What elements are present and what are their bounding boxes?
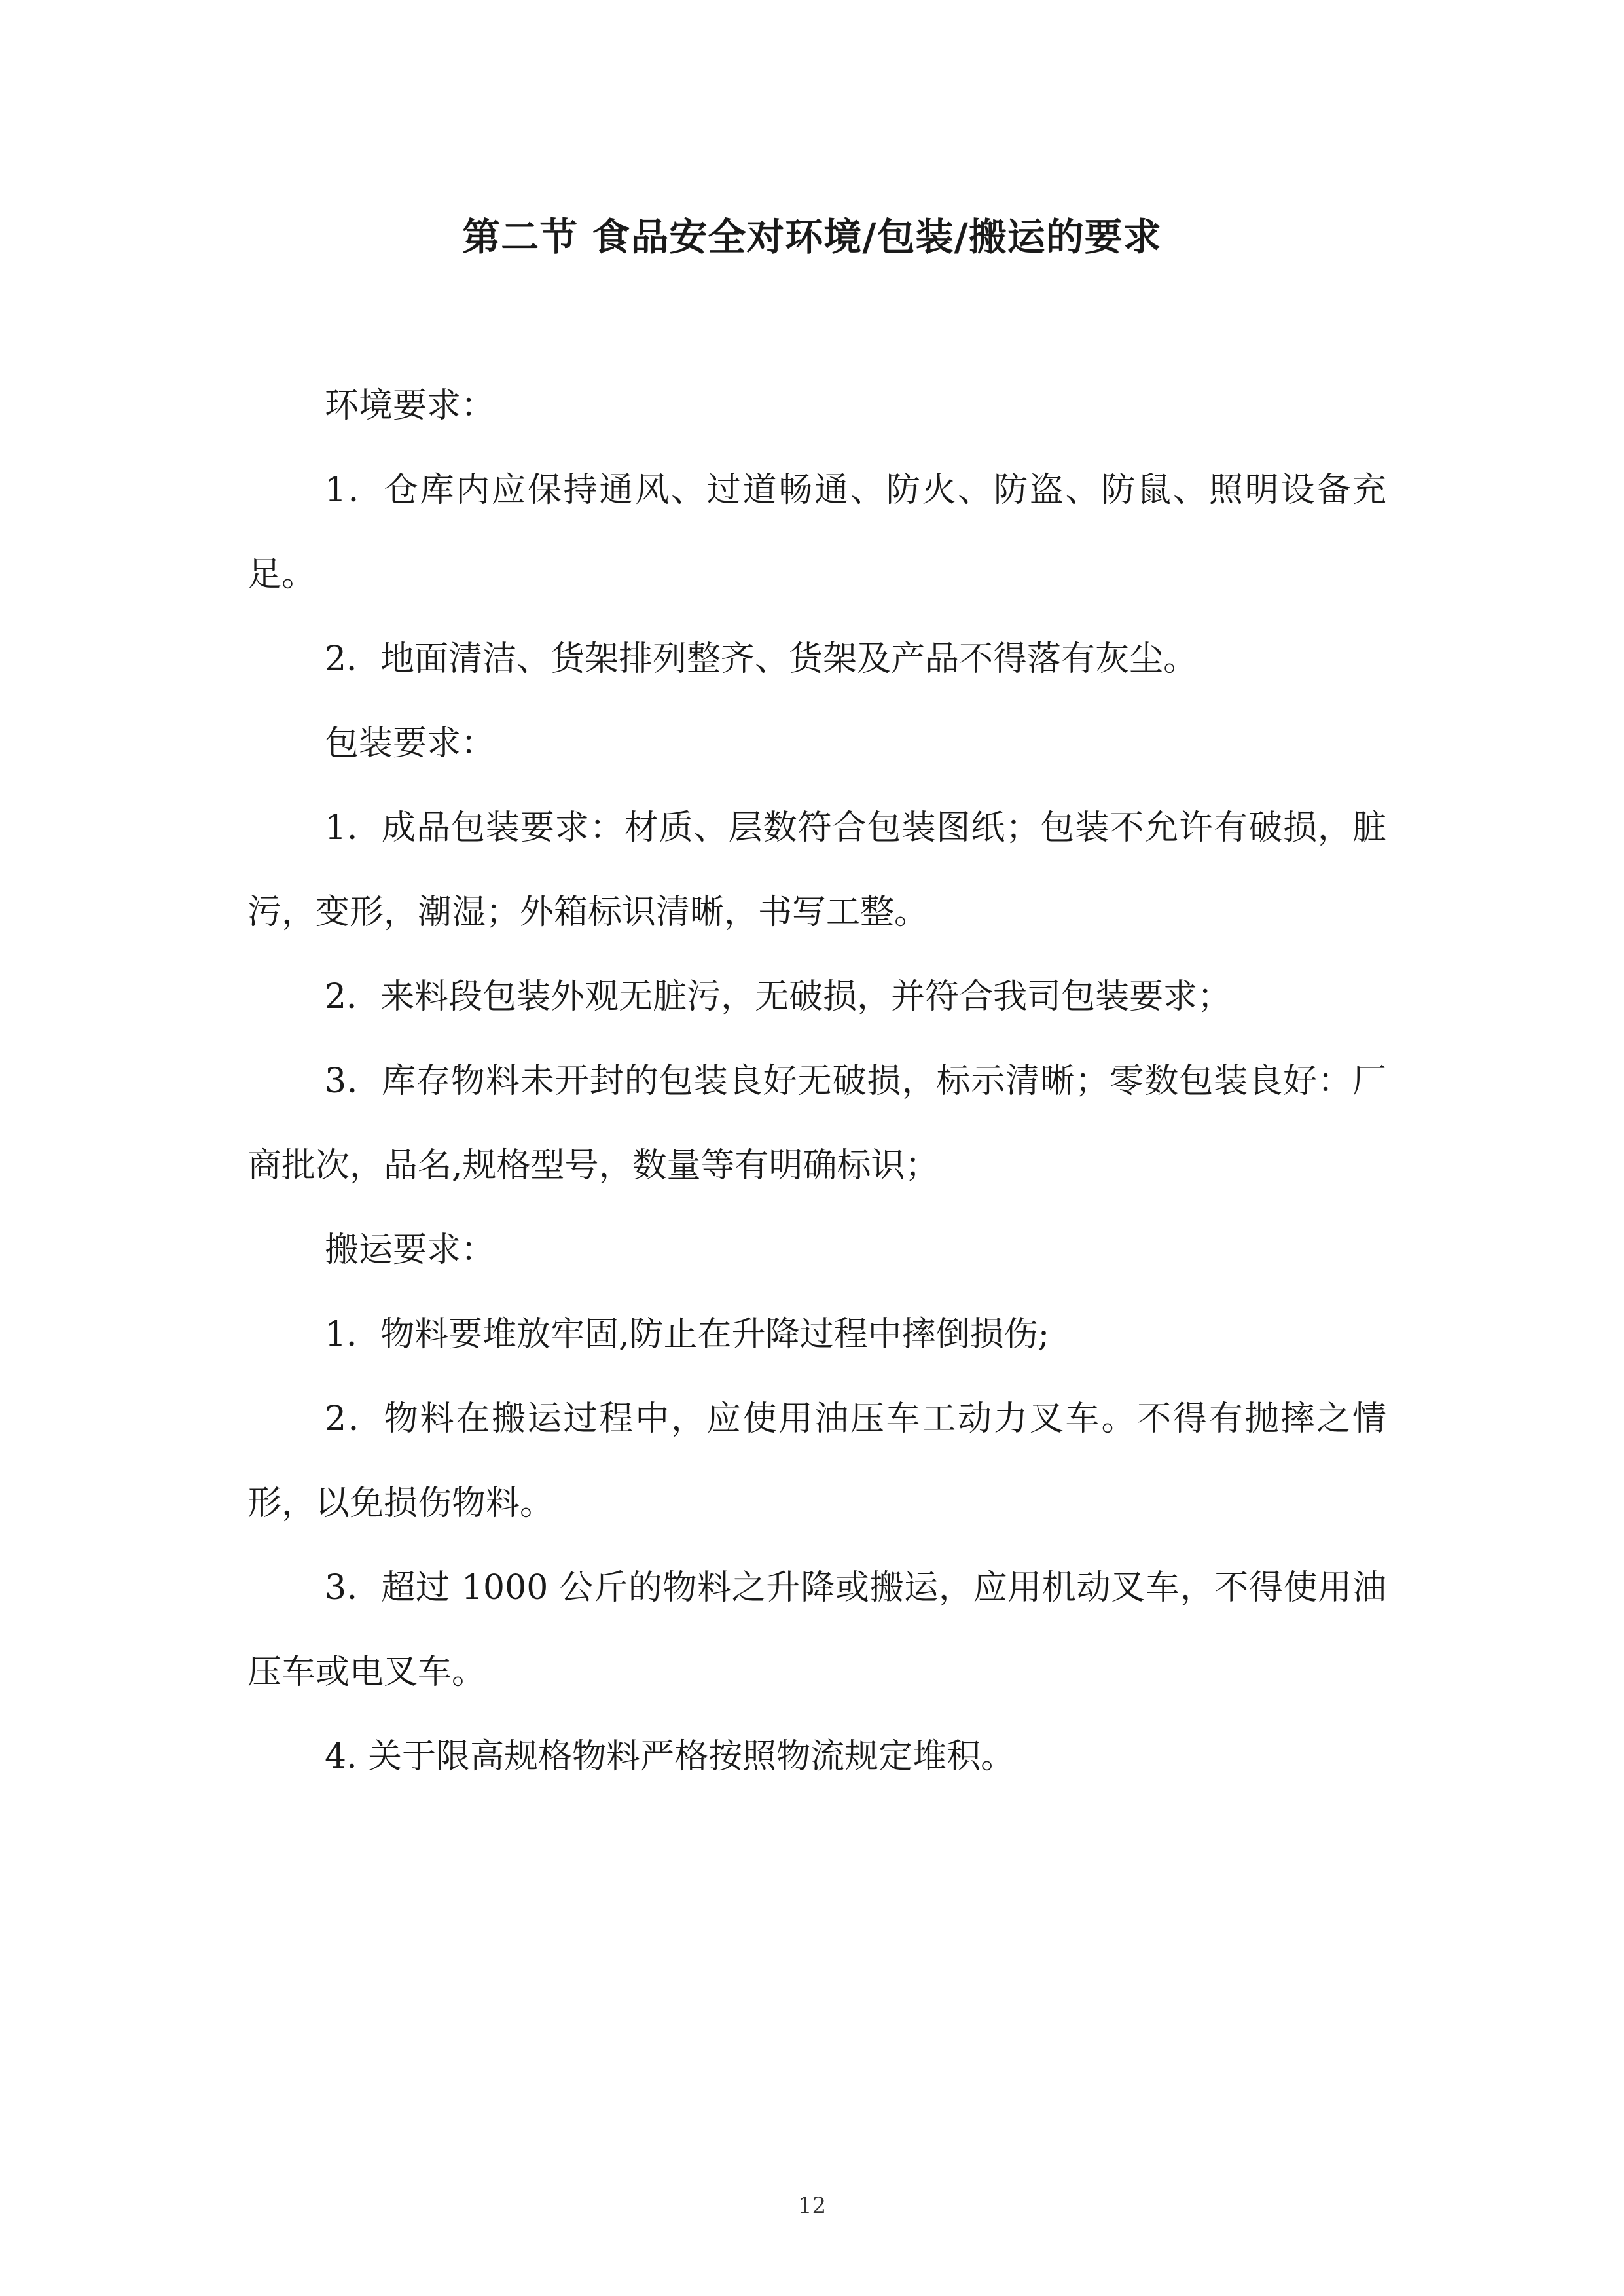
packaging-item-3: 3．库存物料未开封的包装良好无破损，标示清晰；零数包装良好：厂商批次，品名,规格型号，数量等有明确标识； bbox=[247, 1062, 1386, 1185]
packaging-item-2: 2．来料段包装外观无脏污，无破损，并符合我司包装要求； bbox=[325, 977, 1232, 1016]
handling-item-1: 1．物料要堆放牢固,防止在升降过程中摔倒损伤; bbox=[325, 1315, 1050, 1354]
page-number: 12 bbox=[797, 2193, 827, 2219]
handling-item-4: 4. 关于限高规格物料严格按照物流规定堆积。 bbox=[325, 1737, 1015, 1776]
handling-item-2: 2．物料在搬运过程中，应使用油压车工动力叉车。不得有抛摔之情形，以免损伤物料。 bbox=[247, 1399, 1386, 1523]
environment-item-1: 1．仓库内应保持通风、过道畅通、防火、防盗、防鼠、照明设备充足。 bbox=[247, 471, 1386, 594]
heading-handling: 搬运要求： bbox=[325, 1230, 496, 1270]
section-title: 第二节 食品安全对环境/包装/搬运的要求 bbox=[462, 215, 1162, 259]
packaging-item-1: 1．成品包装要求：材质、层数符合包装图纸；包装不允许有破损，脏污，变形，潮湿；外箱标识清晰，书写工整。 bbox=[247, 808, 1386, 932]
document-body bbox=[247, 364, 1386, 1799]
heading-environment: 环境要求： bbox=[325, 386, 496, 425]
environment-item-2: 2．地面清洁、货架排列整齐、货架及产品不得落有灰尘。 bbox=[325, 639, 1198, 679]
handling-item-3: 3．超过 1000 公斤的物料之升降或搬运，应用机动叉车，不得使用油压车或电叉车。 bbox=[247, 1568, 1386, 1692]
heading-packaging: 包装要求： bbox=[325, 724, 496, 763]
